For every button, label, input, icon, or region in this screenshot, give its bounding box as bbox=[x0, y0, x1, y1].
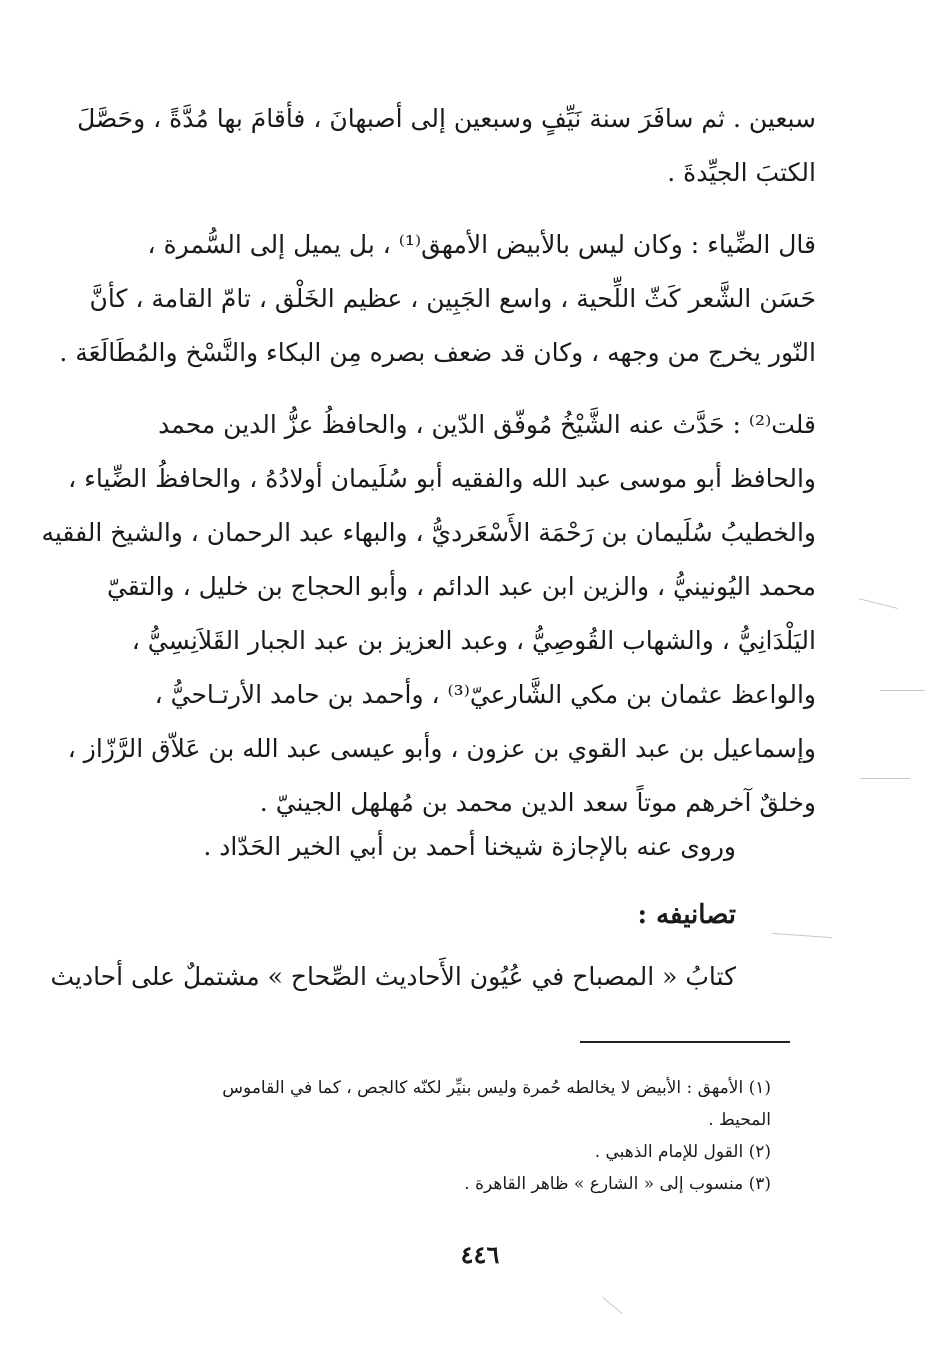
text-line: الكتبَ الجيِّدةَ . bbox=[667, 158, 816, 187]
text-line: وخلقٌ آخرهم موتاً سعد الدين محمد بن مُهلهل الجينيّ . bbox=[259, 788, 816, 817]
text-line: والحافظ أبو موسى عبد الله والفقيه أبو سُلَيمان أولادُهُ ، والحافظُ الضِّياء ، bbox=[68, 464, 816, 493]
text-line: اليَلْدَانِيُّ ، والشهاب القُوصِيُّ ، وعبد العزيز بن عبد الجبار القَلاَنِسِيُّ ، bbox=[131, 626, 816, 655]
footnote-divider bbox=[580, 1041, 790, 1043]
text-line: حَسَن الشَّعر كَثّ اللِّحية ، واسع الجَبِين ، عظيم الخَلْق ، تامّ القامة ، كأنَّ bbox=[89, 284, 816, 313]
footnote-1: (١) الأمهق : الأبيض لا يخالطه حُمرة وليس بنيِّر لكنّه كالجص ، كما في القاموس bbox=[222, 1078, 771, 1098]
paragraph-travel bbox=[77, 92, 816, 200]
paragraph-works bbox=[50, 950, 736, 1004]
paragraph-narrators bbox=[41, 398, 816, 830]
text-line: قال الضِّياء : وكان ليس بالأبيض الأمهق⁽¹⁾ ، بل يميل إلى السُّمرة ، bbox=[147, 230, 816, 259]
text-line: والواعظ عثمان بن مكي الشَّارعيّ⁽³⁾ ، وأحمد بن حامد الأرتـاحيُّ ، bbox=[154, 680, 816, 709]
paragraph-description bbox=[59, 218, 816, 380]
scan-mark bbox=[603, 1297, 623, 1314]
text-line: قلت⁽²⁾ : حَدَّث عنه الشَّيْخُ مُوفّق الدّين ، والحافظُ عزُّ الدين محمد bbox=[158, 410, 816, 439]
text-line: محمد اليُونينيُّ ، والزين ابن عبد الدائم ، وأبو الحجاج بن خليل ، والتقيّ bbox=[106, 572, 816, 601]
text-line: سبعين . ثم سافَرَ سنة نَيِّفٍ وسبعين إلى أصبهانَ ، فأقامَ بها مُدَّةً ، وحَصَّلَ bbox=[77, 104, 816, 133]
footnote-3: (٣) منسوب إلى « الشارع » ظاهر القاهرة . bbox=[464, 1174, 771, 1194]
scan-mark bbox=[858, 598, 897, 609]
page-number: ٤٤٦ bbox=[460, 1240, 500, 1269]
footnote-2: (٢) القول للإمام الذهبي . bbox=[594, 1142, 771, 1162]
scan-mark bbox=[772, 933, 832, 938]
scan-mark bbox=[860, 778, 910, 779]
text-line: وروى عنه بالإجازة شيخنا أحمد بن أبي الخير الحَدّاد . bbox=[203, 832, 736, 861]
text-line: والخطيبُ سُلَيمان بن رَحْمَة الأَسْعَرديُّ ، والبهاء عبد الرحمان ، والشيخ الفقيه bbox=[41, 518, 816, 547]
scan-mark bbox=[880, 690, 925, 691]
text-line: كتابُ « المصباح في عُيُون الأَحاديث الصِّحاح » مشتملٌ على أحاديث bbox=[50, 962, 736, 991]
section-heading: تصانيفه : bbox=[637, 900, 736, 930]
text-line: النّور يخرج من وجهه ، وكان قد ضعف بصره مِن البكاء والنَّسْخ والمُطَالَعَة . bbox=[59, 338, 816, 367]
footnote-1-continuation: المحيط . bbox=[708, 1110, 771, 1130]
footnotes bbox=[111, 1072, 771, 1200]
text-line: وإسماعيل بن عبد القوي بن عزون ، وأبو عيسى عبد الله بن عَلاّق الرَّزّاز ، bbox=[67, 734, 816, 763]
paragraph-ijaza bbox=[136, 820, 736, 874]
